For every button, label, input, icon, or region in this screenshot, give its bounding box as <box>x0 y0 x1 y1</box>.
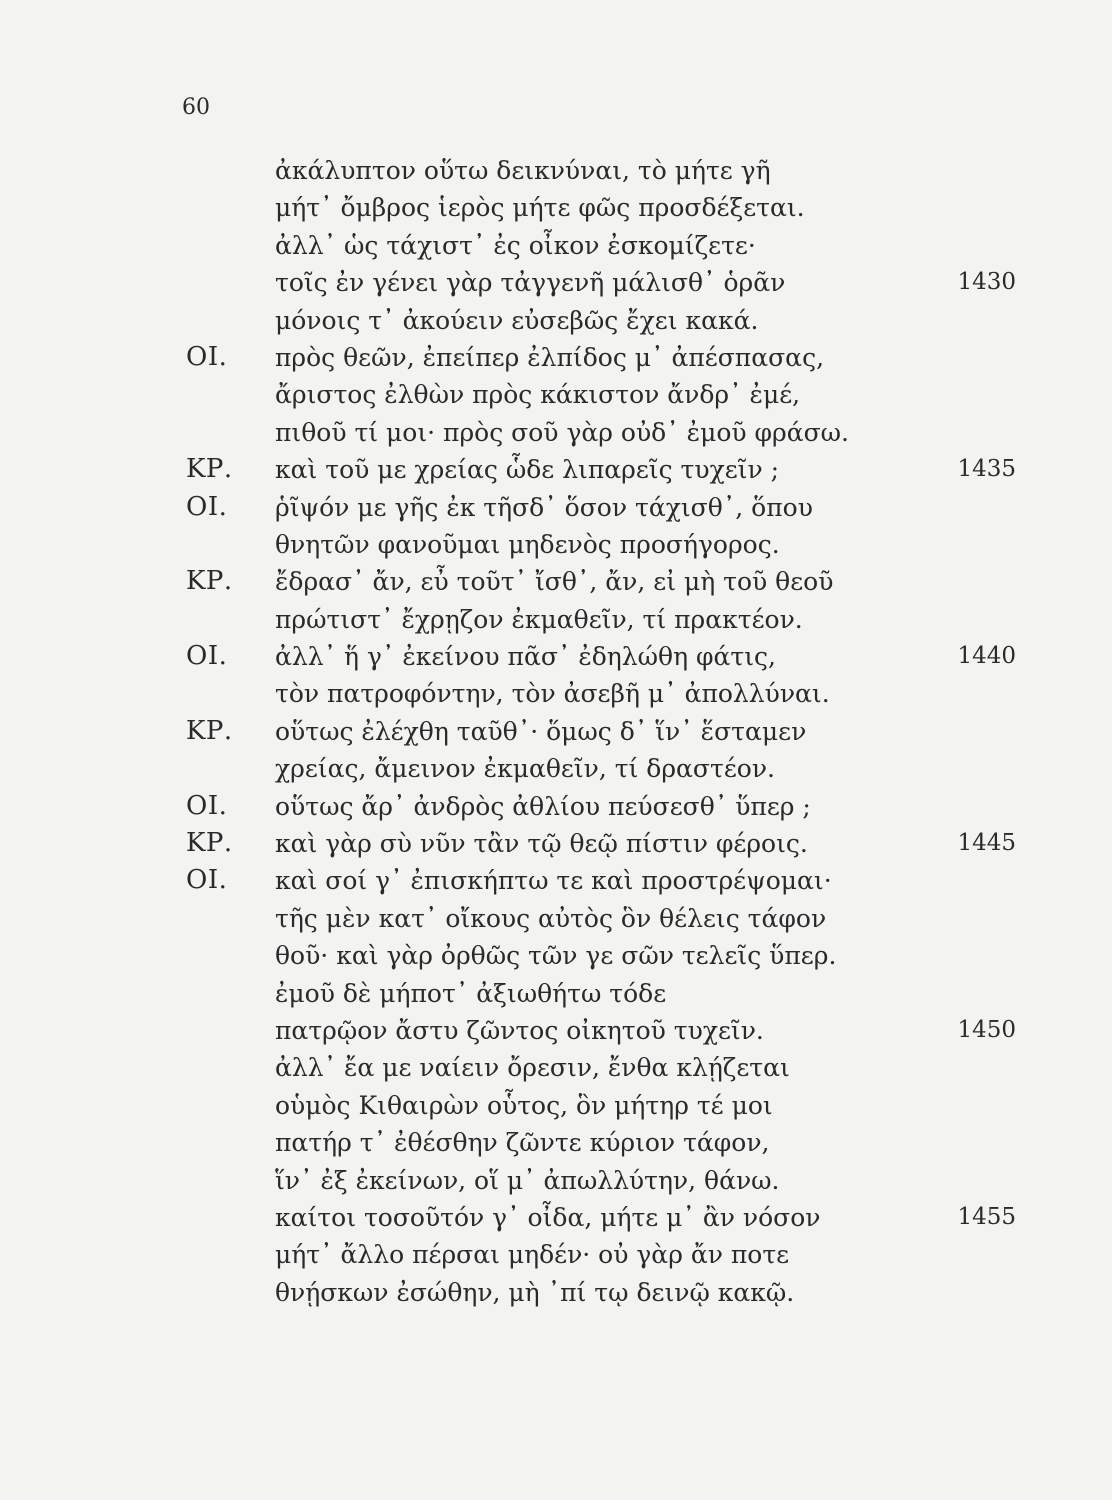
verse-line <box>0 376 1112 413</box>
verse-text: μήτ᾽ ὄμβρος ἱερὸς μήτε φῶς προσδέξεται. <box>275 193 805 223</box>
verse-text: τῆς μὲν κατ᾽ οἴκους αὐτὸς ὃν θέλεις τάφον <box>275 903 827 933</box>
verse-line <box>0 825 1112 862</box>
verse-text: ἀλλ᾽ ἥ γ᾽ ἐκείνου πᾶσ᾽ ἐδηλώθη φάτις, <box>275 642 776 672</box>
verse-text: καίτοι τοσοῦτόν γ᾽ οἶδα, μήτε μ᾽ ἂν νόσον <box>275 1202 821 1232</box>
verse-text: πρὸς θεῶν, ἐπείπερ ἐλπίδος μ᾽ ἀπέσπασας, <box>275 342 825 372</box>
line-number: 1435 <box>957 456 1016 483</box>
line-number: 1430 <box>957 269 1016 296</box>
verse-line <box>0 1236 1112 1273</box>
verse-text: ἐμοῦ δὲ μήποτ᾽ ἀξιωθήτω τόδε <box>275 978 667 1008</box>
verse-line <box>0 1087 1112 1124</box>
verse-line <box>0 601 1112 638</box>
verse-text: ῥῖψόν με γῆς ἐκ τῆσδ᾽ ὅσον τάχισθ᾽, ὅπου <box>275 492 813 522</box>
verse-line <box>0 489 1112 526</box>
verse-text: τὸν πατροφόντην, τὸν ἀσεβῆ μ᾽ ἀπολλύναι. <box>275 679 830 709</box>
line-number: 1445 <box>957 830 1016 857</box>
verse-text: ἔδρασ᾽ ἄν, εὖ τοῦτ᾽ ἴσθ᾽, ἄν, εἰ μὴ τοῦ θεοῦ <box>275 567 834 597</box>
speaker-label: ΟΙ. <box>186 341 228 372</box>
verse-text: μόνοις τ᾽ ἀκούειν εὐσεβῶς ἔχει κακά. <box>275 305 759 335</box>
verse-text: τοῖς ἐν γένει γὰρ τἀγγενῆ μάλισθ᾽ ὁρᾶν <box>275 268 786 298</box>
verse-text: θοῦ· καὶ γὰρ ὀρθῶς τῶν γε σῶν τελεῖς ὕπερ. <box>275 941 837 971</box>
verse-line <box>0 227 1112 264</box>
speaker-label: ΚΡ. <box>186 454 233 485</box>
speaker-label: ΟΙ. <box>186 790 228 821</box>
verse-line <box>0 1199 1112 1236</box>
verse-line <box>0 152 1112 189</box>
verse-line <box>0 937 1112 974</box>
verse-line <box>0 302 1112 339</box>
speaker-label: ΚΡ. <box>186 715 233 746</box>
verse-text: πατρῷον ἄστυ ζῶντος οἰκητοῦ τυχεῖν. <box>275 1015 764 1045</box>
verse-line <box>0 1274 1112 1311</box>
verse-text: πιθοῦ τί μοι· πρὸς σοῦ γὰρ οὐδ᾽ ἐμοῦ φράσω. <box>275 417 849 447</box>
verse-line <box>0 900 1112 937</box>
speaker-label: ΟΙ. <box>186 491 228 522</box>
verse-line <box>0 563 1112 600</box>
verse-text: καὶ γὰρ σὺ νῦν τἂν τῷ θεῷ πίστιν φέροις. <box>275 829 808 859</box>
verse-line <box>0 862 1112 899</box>
speaker-label: ΟΙ. <box>186 641 228 672</box>
verse-line <box>0 264 1112 301</box>
verse-line <box>0 451 1112 488</box>
line-number: 1455 <box>957 1203 1016 1230</box>
verse-line <box>0 713 1112 750</box>
verse-text: ἵν᾽ ἐξ ἐκείνων, οἵ μ᾽ ἀπωλλύτην, θάνω. <box>275 1165 780 1195</box>
verse-text: ἀλλ᾽ ἔα με ναίειν ὄρεσιν, ἔνθα κλῄζεται <box>275 1053 790 1083</box>
verse-text: πρώτιστ᾽ ἔχρῃζον ἐκμαθεῖν, τί πρακτέον. <box>275 604 803 634</box>
speaker-label: ΟΙ. <box>186 865 228 896</box>
verse-line <box>0 189 1112 226</box>
verse-line <box>0 1162 1112 1199</box>
verse-text: ἄριστος ἐλθὼν πρὸς κάκιστον ἄνδρ᾽ ἐμέ, <box>275 380 801 410</box>
line-number: 1440 <box>957 643 1016 670</box>
verse-text: ἀκάλυπτον οὕτω δεικνύναι, τὸ μήτε γῆ <box>275 156 771 185</box>
verse-line <box>0 675 1112 712</box>
line-number: 1450 <box>957 1016 1016 1043</box>
verse-text: οὕτως ἐλέχθη ταῦθ᾽· ὅμως δ᾽ ἵν᾽ ἕσταμεν <box>275 716 807 746</box>
verse-line <box>0 788 1112 825</box>
verse-text: θνητῶν φανοῦμαι μηδενὸς προσήγορος. <box>275 529 780 559</box>
verse-line <box>0 414 1112 451</box>
verse-block <box>0 152 1112 1311</box>
verse-line <box>0 750 1112 787</box>
verse-text: καὶ τοῦ με χρείας ὧδε λιπαρεῖς τυχεῖν ; <box>275 455 780 485</box>
verse-text: οὕτως ἄρ᾽ ἀνδρὸς ἀθλίου πεύσεσθ᾽ ὕπερ ; <box>275 791 811 821</box>
verse-text: χρείας, ἄμεινον ἐκμαθεῖν, τί δραστέον. <box>275 754 775 784</box>
verse-line <box>0 526 1112 563</box>
verse-text: ἀλλ᾽ ὡς τάχιστ᾽ ἐς οἶκον ἐσκομίζετε· <box>275 230 756 260</box>
verse-line <box>0 975 1112 1012</box>
page-number: 60 <box>182 95 210 120</box>
verse-text: πατήρ τ᾽ ἐθέσθην ζῶντε κύριον τάφον, <box>275 1128 770 1158</box>
verse-line <box>0 1012 1112 1049</box>
verse-text: μήτ᾽ ἄλλο πέρσαι μηδέν· οὐ γὰρ ἄν ποτε <box>275 1240 790 1270</box>
speaker-label: ΚΡ. <box>186 828 233 859</box>
verse-text: οὑμὸς Κιθαιρὼν οὗτος, ὃν μήτηρ τέ μοι <box>275 1090 773 1120</box>
speaker-label: ΚΡ. <box>186 566 233 597</box>
verse-line <box>0 638 1112 675</box>
verse-text: καὶ σοί γ᾽ ἐπισκήπτω τε καὶ προστρέψομαι· <box>275 866 832 896</box>
verse-line <box>0 1049 1112 1086</box>
verse-line <box>0 339 1112 376</box>
verse-line <box>0 1124 1112 1161</box>
verse-text: θνῄσκων ἐσώθην, μὴ ᾽πί τῳ δεινῷ κακῷ. <box>275 1277 795 1307</box>
